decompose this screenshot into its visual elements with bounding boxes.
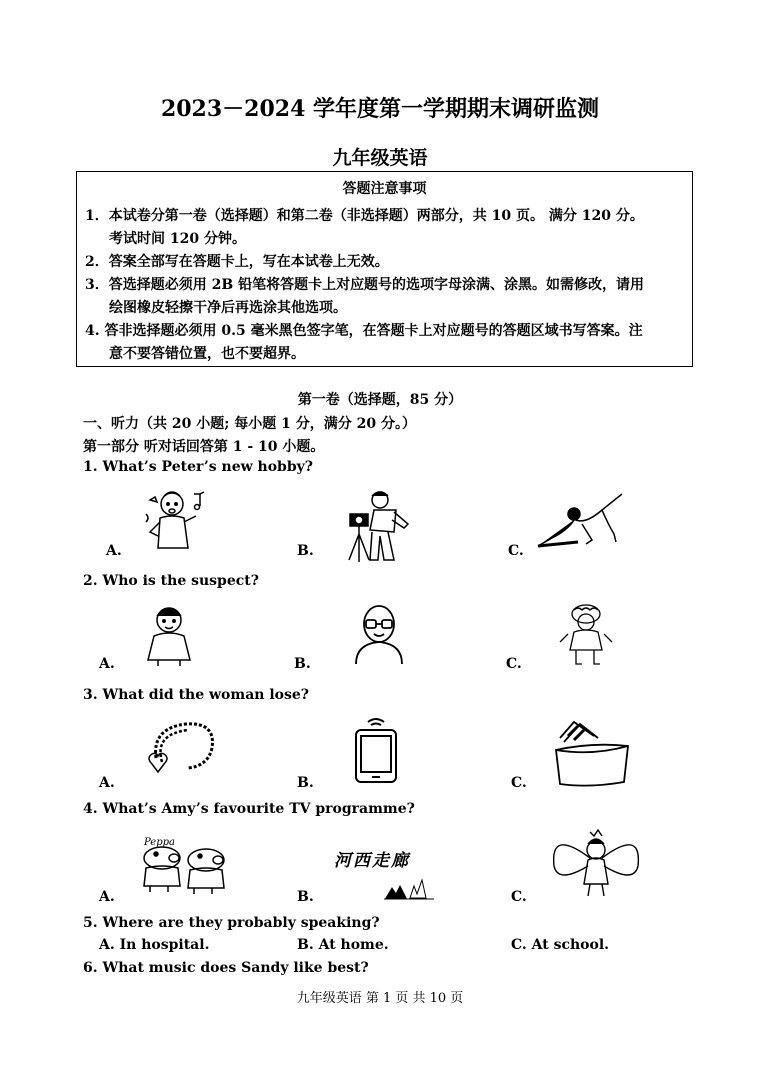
q3-option-b: B. bbox=[297, 775, 314, 791]
q4-option-c: C. bbox=[511, 889, 527, 905]
notice-line-4: 4. 答非选择题必须用 0.5 毫米黑色签字笔，在答题卡上对应题号的答题区域书写答案。注 bbox=[85, 323, 643, 339]
fairy-girl-icon bbox=[548, 828, 644, 900]
q4-option-b: B. bbox=[297, 889, 314, 905]
documentary-title: 河西走廊 bbox=[334, 851, 410, 871]
question-3: 3. What did the woman lose? bbox=[83, 687, 309, 703]
question-1: 1. What’s Peter’s new hobby? bbox=[83, 459, 313, 475]
short-hair-man-icon bbox=[136, 602, 202, 668]
q1-option-c: C. bbox=[508, 543, 524, 559]
q2-option-a: A. bbox=[99, 656, 115, 672]
q2-option-b: B. bbox=[294, 656, 311, 672]
q5-option-b: B. At home. bbox=[297, 937, 389, 953]
q5-option-c: C. At school. bbox=[511, 937, 610, 953]
question-2: 2. Who is the suspect? bbox=[83, 573, 259, 589]
page-title: 2023－2024 学年度第一学期期末调研监测 bbox=[160, 96, 600, 122]
q3-option-c: C. bbox=[511, 775, 527, 791]
heart-necklace-icon bbox=[140, 718, 220, 780]
page-subtitle: 九年级英语 bbox=[332, 147, 428, 169]
tablet-icon bbox=[352, 716, 400, 784]
wallet-icon bbox=[548, 716, 630, 788]
notice-line-1b: 考试时间 120 分钟。 bbox=[109, 231, 246, 247]
page-footer: 九年级英语 第 1 页 共 10 页 bbox=[296, 991, 464, 1006]
notice-box bbox=[76, 171, 693, 367]
curly-hair-woman-icon bbox=[554, 602, 618, 668]
q1-option-b: B. bbox=[297, 543, 314, 559]
documentary-title-icon bbox=[384, 878, 436, 902]
section-title: 第一卷（选择题，85 分） bbox=[297, 392, 463, 408]
question-6: 6. What music does Sandy like best? bbox=[83, 960, 369, 976]
question-4: 4. What’s Amy’s favourite TV programme? bbox=[83, 801, 415, 817]
q3-option-a: A. bbox=[99, 775, 115, 791]
cartoon-pigs-icon bbox=[134, 832, 234, 896]
singing-person-icon bbox=[142, 486, 212, 556]
q5-option-a: A. In hospital. bbox=[99, 937, 210, 953]
q2-option-c: C. bbox=[506, 656, 522, 672]
question-5: 5. Where are they probably speaking? bbox=[83, 915, 380, 931]
notice-line-3b: 绘图橡皮轻擦干净后再选涂其他选项。 bbox=[109, 300, 347, 316]
bald-glasses-man-icon bbox=[352, 602, 406, 666]
gymnast-stretch-icon bbox=[536, 490, 628, 552]
notice-line-3: 3．答选择题必须用 2B 铅笔将答题卡上对应题号的选项字母涂满、涂黑。如需修改，请用 bbox=[85, 277, 645, 293]
notice-heading: 答题注意事项 bbox=[342, 181, 427, 197]
q4-option-a: A. bbox=[99, 889, 115, 905]
q1-option-a: A. bbox=[106, 543, 122, 559]
pig-caption: Peppa bbox=[144, 837, 175, 848]
notice-line-4b: 意不要答错位置，也不要超界。 bbox=[109, 346, 305, 362]
notice-line-1: 1．本试卷分第一卷（选择题）和第二卷（非选择题）两部分，共 10 页。 满分 120 分。 bbox=[85, 208, 644, 224]
photographer-camera-icon bbox=[344, 488, 420, 566]
notice-line-2: 2．答案全部写在答题卡上，写在本试卷上无效。 bbox=[85, 254, 389, 270]
subpart-heading: 第一部分 听对话回答第 1 - 10 小题。 bbox=[83, 439, 325, 455]
part-heading: 一、听力（共 20 小题; 每小题 1 分，满分 20 分。） bbox=[83, 416, 416, 432]
